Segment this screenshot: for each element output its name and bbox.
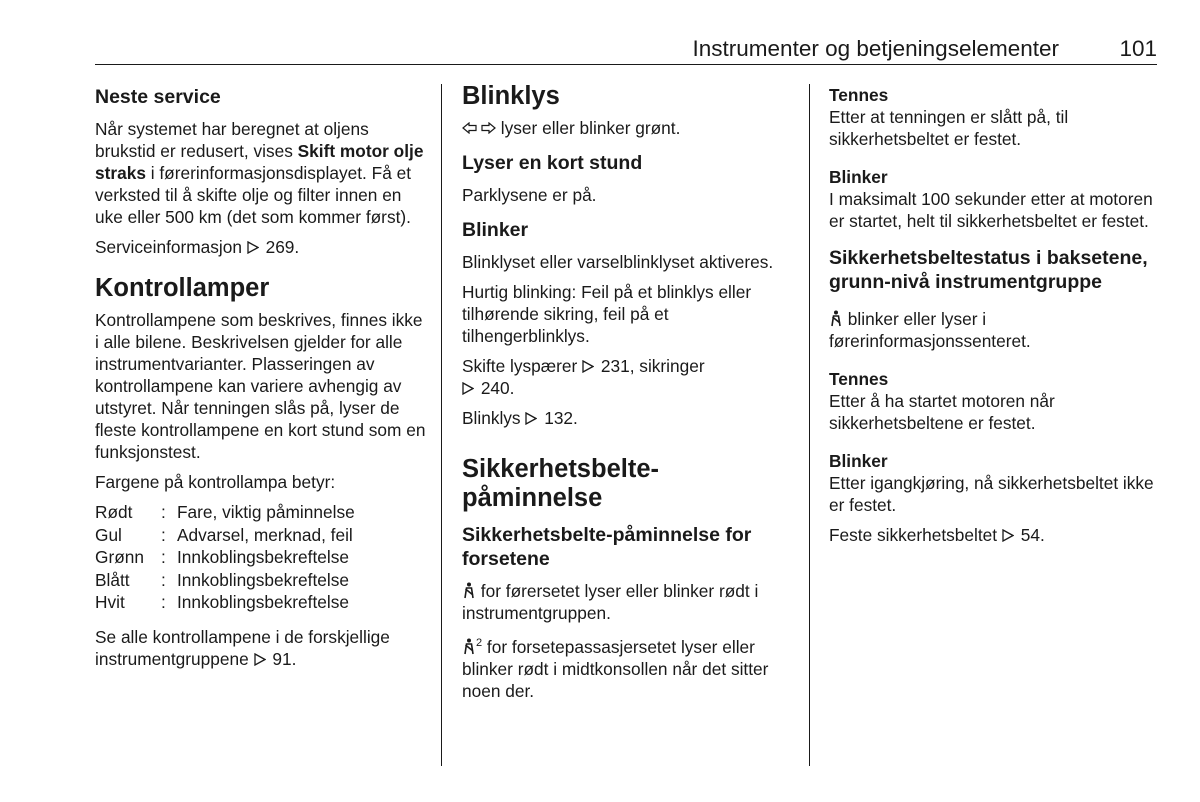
feste-page: 54. (1020, 525, 1045, 545)
ref-arrow-icon (462, 377, 476, 399)
color-sep: : (161, 524, 166, 545)
blinker-text-2: Etter igangkjøring, nå sikkerhetsbeltet ikke er festet. (829, 473, 1154, 515)
column-1 (95, 80, 430, 670)
hurtig-blinking-text: Hurtig blinking: Feil på et blinklys eller tilhørende sikring, feil på et tilhengerblinklys. (462, 282, 752, 346)
passasjersetet-text (462, 632, 800, 702)
feste-label: Feste sikkerhetsbeltet (829, 525, 998, 545)
feste-sikkerhetsbeltet-ref[interactable] (829, 524, 1159, 546)
header-title: Instrumenter og betjeningselementer (692, 36, 1059, 61)
page-header (95, 34, 1157, 65)
blinker-text: Blinklyset eller varselblinklyset aktiveres. (462, 252, 774, 272)
color-meaning-list (95, 501, 430, 614)
neste-service-text-a: Når systemet har beregnet at oljens brukstid er redusert, vises (95, 119, 369, 161)
passenger-superscript: 2 (476, 637, 483, 649)
serviceinformasjon-page: 269. (265, 237, 300, 257)
color-name: Rødt (95, 502, 133, 522)
ref-arrow-icon (525, 407, 539, 429)
color-name: Hvit (95, 592, 125, 612)
color-meaning: Advarsel, merknad, feil (177, 524, 353, 545)
page-number: 101 (1119, 36, 1157, 61)
blinker-heading-2: Blinker (829, 451, 888, 471)
color-meaning: Innkoblingsbekreftelse (177, 569, 349, 590)
lyser-kort-stund-heading: Lyser en kort stund (462, 152, 643, 174)
serviceinformasjon-label: Serviceinformasjon (95, 237, 242, 257)
kontrollamper-paragraph: Kontrollampene som beskrives, finnes ikke i alle bilene. Beskrivelsen gjelder for alle instrumentvarianter. Plasseringen av kontrollampene kan variere avhengig av utstyret. Når tenningen slås på, lyser de fleste kontrollampene en kort stund som en funksjonstest. (95, 310, 426, 462)
skifte-page-2: 240. (480, 378, 515, 398)
blinklys-intro (462, 117, 800, 139)
kontrollamper-heading: Kontrollamper (95, 274, 270, 302)
color-meaning: Innkoblingsbekreftelse (177, 592, 349, 612)
serviceinformasjon-ref[interactable] (95, 236, 430, 258)
color-name: Grønn (95, 547, 144, 567)
color-sep: : (161, 502, 166, 522)
color-meaning: Innkoblingsbekreftelse (177, 547, 349, 567)
blinklys-intro-text: lyser eller blinker grønt. (496, 118, 681, 138)
tennes-heading-1: Tennes (829, 85, 889, 105)
see-all-page: 91. (272, 648, 297, 669)
color-sep: : (161, 547, 166, 567)
forersetet-text (462, 580, 800, 624)
ref-arrow-icon (582, 355, 596, 377)
sikkerhetsbelte-heading-line2: påminnelse (462, 484, 603, 512)
blinker-text-1: I maksimalt 100 sekunder etter at motoren er startet, helt til sikkerhetsbeltet er festet. (829, 189, 1153, 231)
message-skift-motor-olje: Skift motor olje straks (95, 141, 424, 183)
bakseter-status-text-body: blinker eller lyser i førerinformasjonssenteret. (829, 309, 1031, 351)
column-divider-2 (809, 84, 810, 766)
color-sep: : (161, 569, 166, 590)
skifte-lyspaerer-ref[interactable] (462, 355, 800, 399)
blinklys-heading: Blinklys (462, 82, 560, 110)
column-divider-1 (441, 84, 442, 766)
color-meaning: Fare, viktig påminnelse (177, 502, 355, 522)
neste-service-paragraph (95, 118, 430, 228)
neste-service-heading: Neste service (95, 86, 221, 108)
color-sep: : (161, 592, 166, 612)
neste-service-text-b: i førerinformasjonsdisplayet. Få et verksted til å skifte olje og filter innen en uke eller 500 km (det som kommer først). (95, 163, 412, 227)
sikkerhetsbelte-heading (462, 455, 800, 513)
seatbelt-reminder-icon (462, 637, 476, 657)
ref-arrow-icon (254, 648, 268, 670)
ref-arrow-icon (1002, 524, 1016, 546)
blinklys-ref-label: Blinklys (462, 408, 521, 428)
see-all-kontrollamper-ref[interactable] (95, 626, 430, 670)
blinklys-ref-page: 132. (544, 408, 578, 428)
sikkerhetsbelte-heading-line1: Sikkerhetsbelte- (462, 455, 660, 483)
color-name: Gul (95, 524, 122, 545)
tennes-text-1: Etter at tenningen er slått på, til sikkerhetsbeltet er festet. (829, 107, 1069, 149)
color-name: Blått (95, 569, 130, 590)
bakseter-status-text (829, 308, 1159, 352)
column-3 (829, 80, 1159, 546)
colors-intro: Fargene på kontrollampa betyr: (95, 472, 336, 492)
blinker-heading: Blinker (462, 219, 529, 241)
blinklys-ref[interactable] (462, 407, 800, 429)
forsetene-heading: Sikkerhetsbelte-påminnelse for forsetene (462, 524, 752, 570)
see-all-label: Se alle kontrollampene i de forskjellige instrumentgruppene (95, 626, 390, 669)
seatbelt-reminder-icon (462, 581, 476, 601)
skifte-label: Skifte lyspærer (462, 356, 578, 376)
skifte-page-1: 231, sikringer (600, 356, 705, 376)
passasjersetet-text-body: for forsetepassasjersetet lyser eller blinker rødt i midtkonsollen når det sitter noen der. (462, 636, 769, 701)
column-2 (462, 80, 800, 702)
ref-arrow-icon (247, 236, 261, 258)
seatbelt-reminder-icon (829, 309, 843, 329)
bakseter-status-heading: Sikkerhetsbeltestatus i baksetene, grunn-nivå instrumentgruppe (829, 247, 1148, 293)
tennes-text-2: Etter å ha startet motoren når sikkerhetsbeltene er festet. (829, 391, 1055, 433)
blinker-heading-1: Blinker (829, 167, 888, 187)
turn-signal-arrows-icon (462, 118, 496, 138)
lyser-kort-stund-text: Parklysene er på. (462, 185, 597, 205)
tennes-heading-2: Tennes (829, 369, 889, 389)
forersetet-text-body: for førersetet lyser eller blinker rødt i instrumentgruppen. (462, 581, 759, 623)
